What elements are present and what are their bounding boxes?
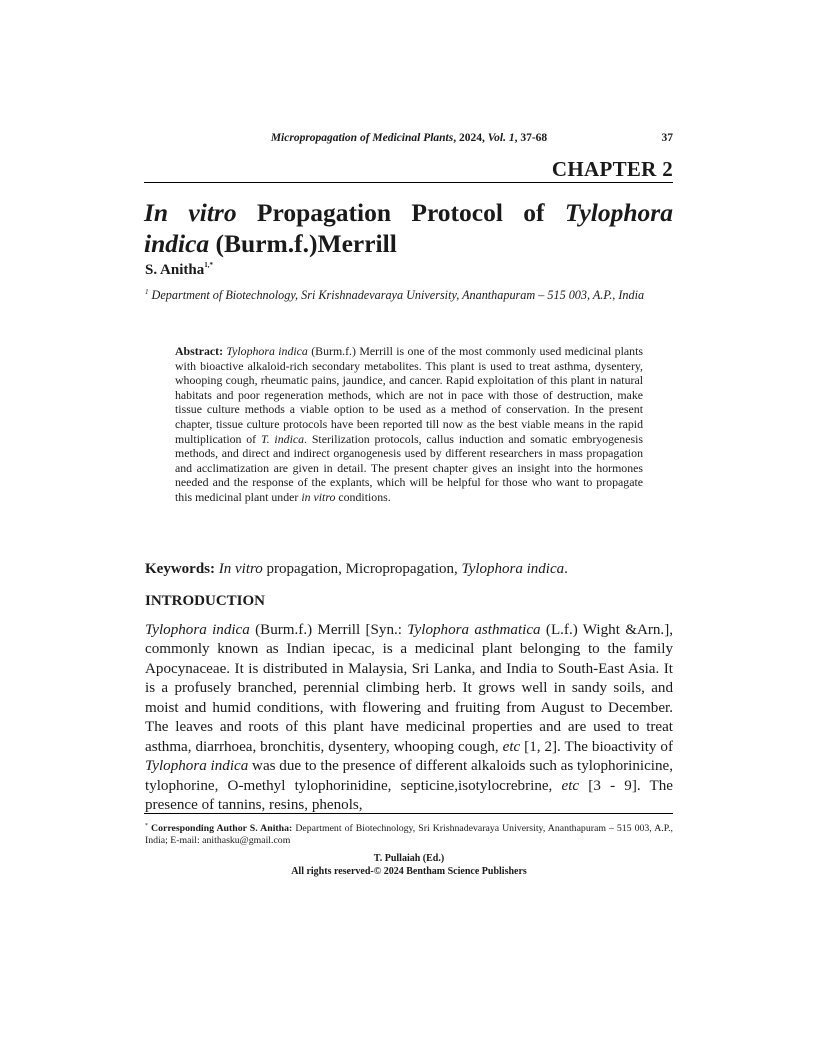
affiliation-mark: 1 [145,288,149,296]
body-text: Tylophora indica [145,758,249,775]
title-part: In vitro [144,198,237,227]
abstract-text: . Sterilization protocols, callus induction and somatic embryogenesis methods, and direct and indirect organogenesis used by different researchers in mass propagation and acclimatization are given in detail. The present chapter gives an insight into the hormones needed and the response of the explants, which will be helpful for those who want to propagate this medicinal plant under [175,431,643,504]
chapter-divider [144,182,673,183]
title-part: Tylophora indica [144,198,673,258]
journal-year: , 2024, [453,132,488,144]
footnote-text: Department of Biotechnology, Sri Krishnadevaraya University, Ananthapuram – 515 003, A.P., India; E-mail: anithasku@gmail.com [145,823,674,847]
abstract-text: (Burm.f.) Merrill is one of the most commonly used medicinal plants with bioactive alkaloid-rich secondary metabolites. This plant is used to treat asthma, dysentery, whooping cough, rheumatic pains, jaundice, and cancer. Rapid exploitation of this plant in natural habitats and poor regeneration methods, which are not in pace with those of destruction, make tissue culture methods a viable option to be used as a method of conservation. In the present chapter, tissue culture protocols have been reported till now as the best viable means in the rapid multiplication of [175,344,643,446]
introduction-paragraph [145,621,673,816]
abstract [175,344,643,505]
author-name: S. Anitha [145,262,205,278]
footnote [145,820,673,847]
body-text: [1, 2]. The bioactivity of [520,738,673,755]
body-text: Tylophora indica [145,622,250,638]
affiliation [145,285,673,303]
page-number: 37 [661,132,673,144]
abstract-label: Abstract: [175,344,224,358]
journal-title: Micropropagation of Medicinal Plants [270,132,454,144]
journal-citation [145,132,673,144]
author-marks: 1,* [204,261,213,269]
keyword: Tylophora indica [461,561,565,577]
body-text: [3 - 9]. The presence of tannins, resins, phenols, [145,777,674,814]
body-text: Tylophora asthmatica [407,622,541,638]
journal-volume: Vol. 1 [487,132,515,144]
affiliation-text: Department of Biotechnology, Sri Krishnadevaraya University, Ananthapuram – 515 003, A.P., India [148,288,645,302]
keyword: . [564,561,568,577]
keywords [145,561,673,578]
abstract-text: T. indica [260,431,305,446]
editor-credit: T. Pullaiah (Ed.) [373,853,445,864]
keywords-label: Keywords: [145,561,215,577]
abstract-text: conditions. [335,489,391,504]
body-text: (Burm.f.) Merrill [Syn.: [249,622,408,638]
title-part: (Burm.f.)Merrill [209,229,397,258]
footnote-mark: * [145,823,148,829]
chapter-title [144,197,673,259]
author-line [145,261,213,279]
keyword: In vitro [218,561,263,577]
chapter-label: CHAPTER 2 [551,157,673,181]
abstract-text: in vitro [301,489,336,504]
copyright-notice: All rights reserved-© 2024 Bentham Science Publishers [291,866,527,877]
body-text: (L.f.) Wight &Arn.], commonly known as Indian ipecac, is a medicinal plant belonging to the family Apocynaceae. It is distributed in Malaysia, Sri Lanka, and India to South-East Asia. It is a profusely branched, perennial climbing herb. It grows well in sandy soils, and moist and humid conditions, with flowering and fruiting from August to December. The leaves and roots of this plant have medicinal properties and are used to treat asthma, diarrhoea, bronchitis, dysentery, whooping cough, [145,622,674,755]
footnote-label: Corresponding Author S. Anitha: [151,823,293,834]
keyword: propagation, Micropropagation, [262,561,462,577]
abstract-text: Tylophora indica [226,344,308,358]
title-part: Propagation Protocol of [236,198,565,227]
section-heading-introduction: INTRODUCTION [145,593,266,609]
body-text: etc [502,738,521,755]
body-text: was due to the presence of different alkaloids such as tylophorinicine, tylophorine, O-methyl tylophorinidine, septicine,isotylocrebrine, [145,758,674,794]
body-text: etc [561,777,580,794]
journal-pages: , 37-68 [514,132,548,144]
footnote-divider [144,813,673,814]
